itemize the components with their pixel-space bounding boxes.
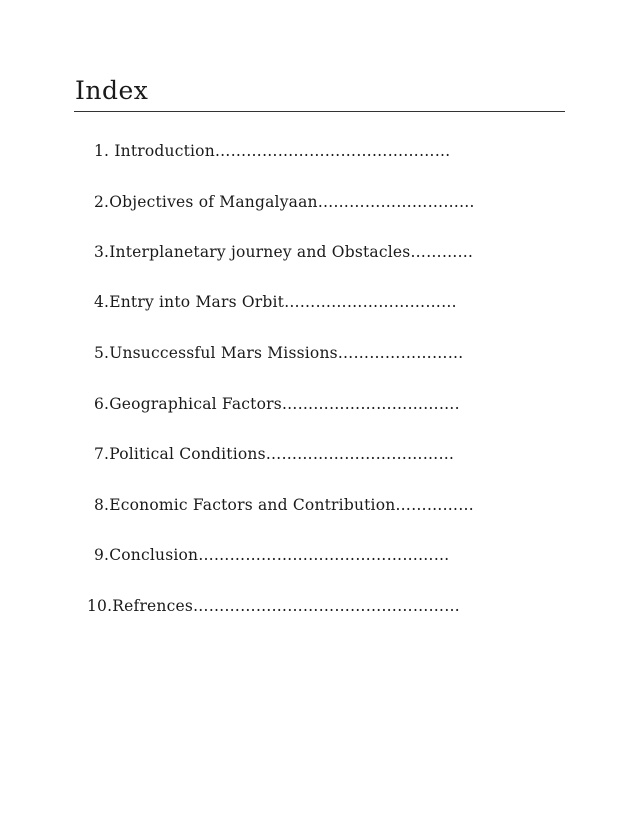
toc-entry-text: Refrences…………………………………………… [112, 597, 460, 615]
toc-entry-text: Unsuccessful Mars Missions…………………… [109, 344, 464, 362]
toc-entry-text: Introduction……………………………………… [109, 142, 451, 160]
toc-entry-unsuccessful-missions [94, 344, 463, 362]
toc-entry-number: 9. [94, 546, 110, 564]
toc-entry-number: 5. [94, 344, 110, 362]
toc-entry-text: Conclusion………………………………………… [109, 546, 450, 564]
toc-entry-conclusion [94, 546, 449, 564]
page-title: Index [75, 76, 149, 105]
toc-entry-number: 6. [94, 395, 110, 413]
toc-entry-text: Objectives of Mangalyaan………………………… [109, 193, 475, 211]
toc-entry-text: Entry into Mars Orbit…………………………… [109, 293, 457, 311]
toc-entry-interplanetary-journey [94, 243, 473, 261]
toc-entry-text: Political Conditions……………………………… [109, 445, 455, 463]
toc-entry-text: Economic Factors and Contribution…………… [109, 496, 474, 514]
toc-entry-economic-factors [94, 496, 474, 514]
toc-entry-number: 1. [94, 142, 110, 160]
toc-entry-political-conditions [94, 445, 454, 463]
toc-entry-number: 3. [94, 243, 110, 261]
toc-entry-number: 10. [87, 597, 113, 615]
toc-entry-number: 4. [94, 293, 110, 311]
toc-entry-objectives [94, 193, 475, 211]
toc-entry-references [87, 597, 460, 615]
toc-entry-number: 2. [94, 193, 110, 211]
toc-entry-number: 8. [94, 496, 110, 514]
toc-entry-introduction [94, 142, 450, 160]
toc-entry-text: Geographical Factors……………………………. [109, 395, 460, 413]
toc-entry-number: 7. [94, 445, 110, 463]
toc-entry-geographical-factors [94, 395, 460, 413]
toc-entry-mars-orbit [94, 293, 457, 311]
toc-entry-text: Interplanetary journey and Obstacles………… [109, 243, 474, 261]
